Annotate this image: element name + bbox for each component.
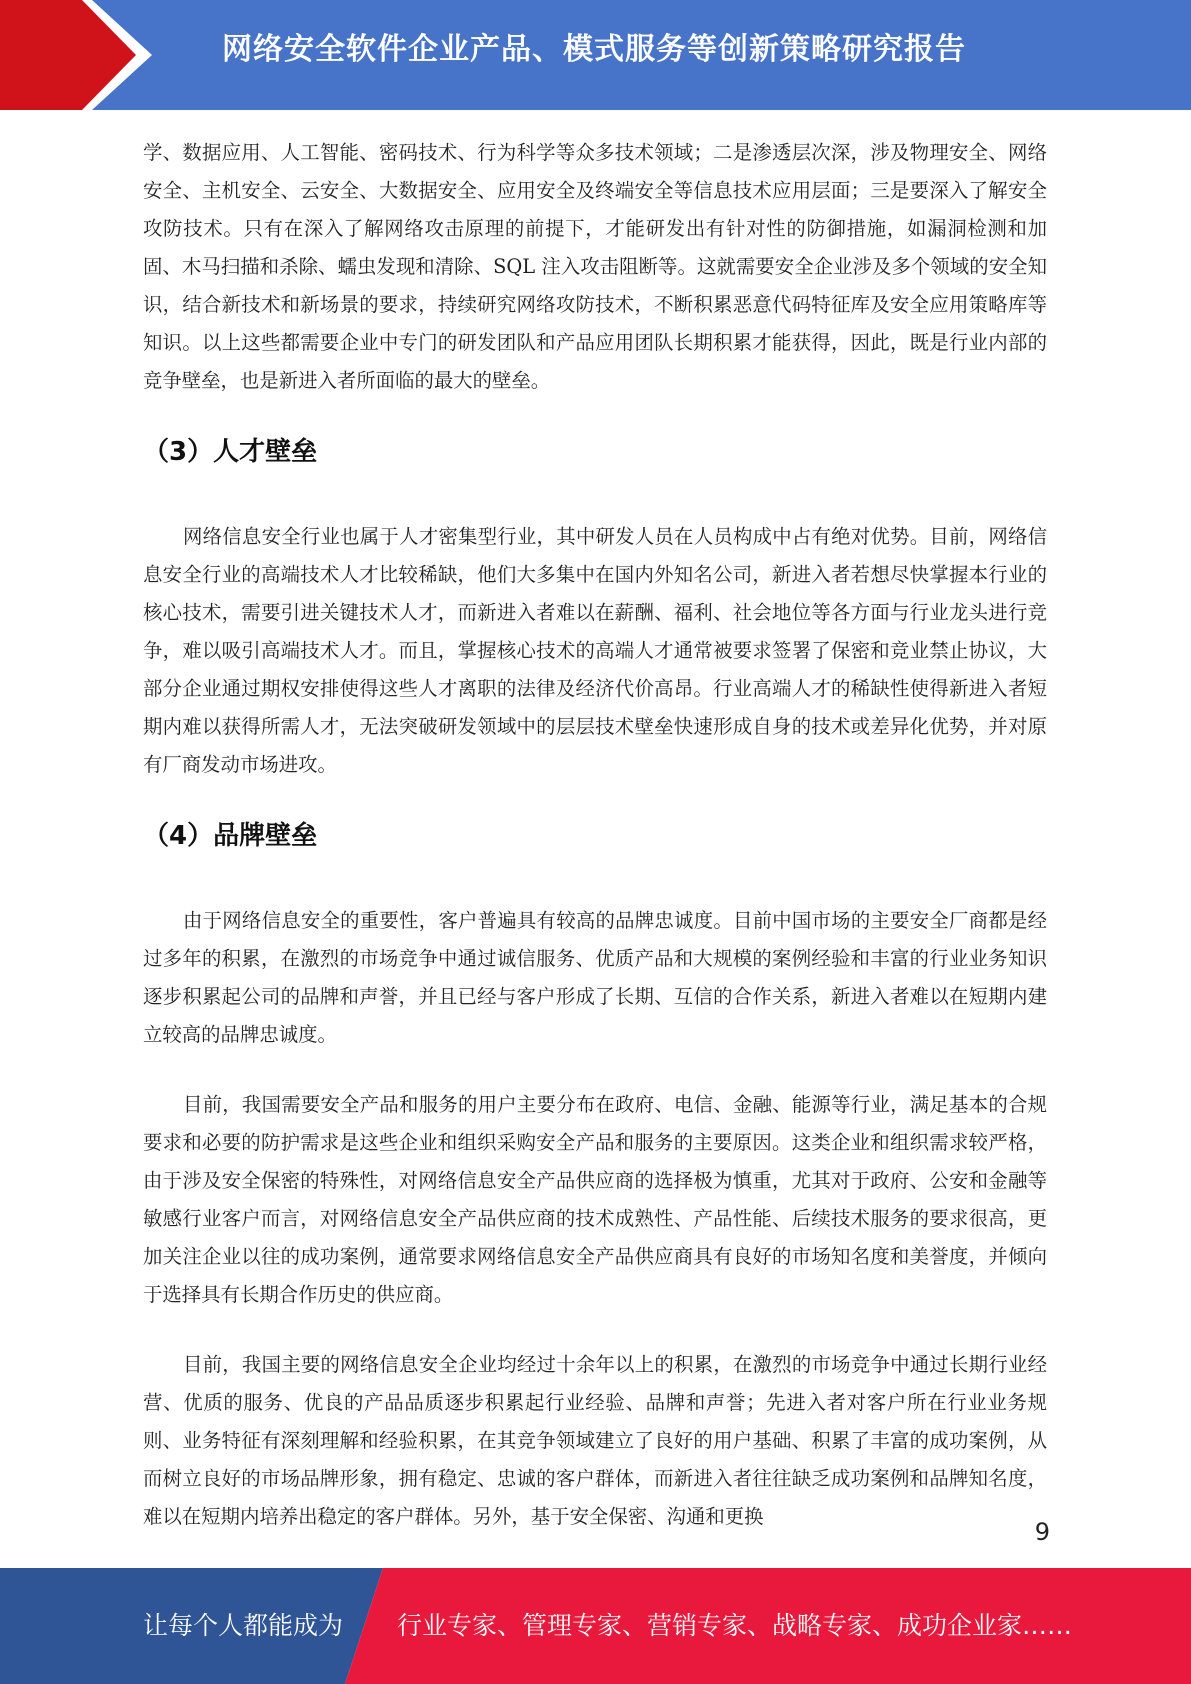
page-footer — [0, 1568, 1191, 1684]
page-number: 9 — [1034, 1518, 1050, 1546]
paragraph: 目前，我国需要安全产品和服务的用户主要分布在政府、电信、金融、能源等行业，满足基本的合规要求和必要的防护需求是这些企业和组织采购安全产品和服务的主要原因。这类企业和组织需求较严格，由于涉及安全保密的特殊性，对网络信息安全产品供应商的选择极为慎重，尤其对于政府、公安和金融等敏感行业客户而言，对网络信息安全产品供应商的技术成熟性、产品性能、后续技术服务的要求很高，更加关注企业以往的成功案例，通常要求网络信息安全产品供应商具有良好的市场知名度和美誉度，并倾向于选择具有长期合作历史的供应商。 — [143, 1093, 1047, 1306]
section-heading-brand-barrier: （4）品牌壁垒 — [143, 821, 318, 851]
document-title: 网络安全软件企业产品、模式服务等创新策略研究报告 — [222, 32, 966, 67]
paragraph: 由于网络信息安全的重要性，客户普遍具有较高的品牌忠诚度。目前中国市场的主要安全厂商都是经过多年的积累，在激烈的市场竞争中通过诚信服务、优质产品和大规模的案例经验和丰富的行业业务知识逐步积累起公司的品牌和声誉，并且已经与客户形成了长期、互信的合作关系，新进入者难以在短期内建立较高的品牌忠诚度。 — [143, 909, 1047, 1046]
paragraph: 网络信息安全行业也属于人才密集型行业，其中研发人员在人员构成中占有绝对优势。目前，网络信息安全行业的高端技术人才比较稀缺，他们大多集中在国内外知名公司，新进入者若想尽快掌握本行业的核心技术，需要引进关键技术人才，而新进入者难以在薪酬、福利、社会地位等各方面与行业龙头进行竞争，难以吸引高端技术人才。而且，掌握核心技术的高端人才通常被要求签署了保密和竞业禁止协议，大部分企业通过期权安排使得这些人才离职的法律及经济代价高昂。行业高端人才的稀缺性使得新进入者短期内难以获得所需人才，无法突破研发领域中的层层技术壁垒快速形成自身的技术或差异化优势，并对原有厂商发动市场进攻。 — [143, 525, 1047, 776]
page-content — [143, 134, 1047, 1536]
page-header — [0, 0, 1191, 110]
paragraph: 目前，我国主要的网络信息安全企业均经过十余年以上的积累，在激烈的市场竞争中通过长期行业经营、优质的服务、优良的产品品质逐步积累起行业经验、品牌和声誉；先进入者对客户所在行业业务规则、业务特征有深刻理解和经验积累，在其竞争领域建立了良好的用户基础、积累了丰富的成功案例，从而树立良好的市场品牌形象，拥有稳定、忠诚的客户群体，而新进入者往往缺乏成功案例和品牌知名度，难以在短期内培养出稳定的客户群体。另外，基于安全保密、沟通和更换 — [143, 1353, 1047, 1528]
footer-slogan-right: 行业专家、管理专家、营销专家、战略专家、成功企业家…… — [397, 1611, 1073, 1640]
footer-slogan-left: 让每个人都能成为 — [143, 1611, 344, 1640]
section-heading-talent-barrier: （3）人才壁垒 — [143, 437, 318, 467]
paragraph: 学、数据应用、人工智能、密码技术、行为科学等众多技术领域；二是渗透层次深，涉及物理安全、网络安全、主机安全、云安全、大数据安全、应用安全及终端安全等信息技术应用层面；三是要深入了解安全攻防技术。只有在深入了解网络攻击原理的前提下，才能研发出有针对性的防御措施，如漏洞检测和加固、木马扫描和杀除、蠕虫发现和清除、SQL 注入攻击阻断等。这就需要安全企业涉及多个领域的安全知识，结合新技术和新场景的要求，持续研究网络攻防技术，不断积累恶意代码特征库及安全应用策略库等知识。以上这些都需要企业中专门的研发团队和产品应用团队长期积累才能获得，因此，既是行业内部的竞争壁垒，也是新进入者所面临的最大的壁垒。 — [143, 141, 1047, 392]
